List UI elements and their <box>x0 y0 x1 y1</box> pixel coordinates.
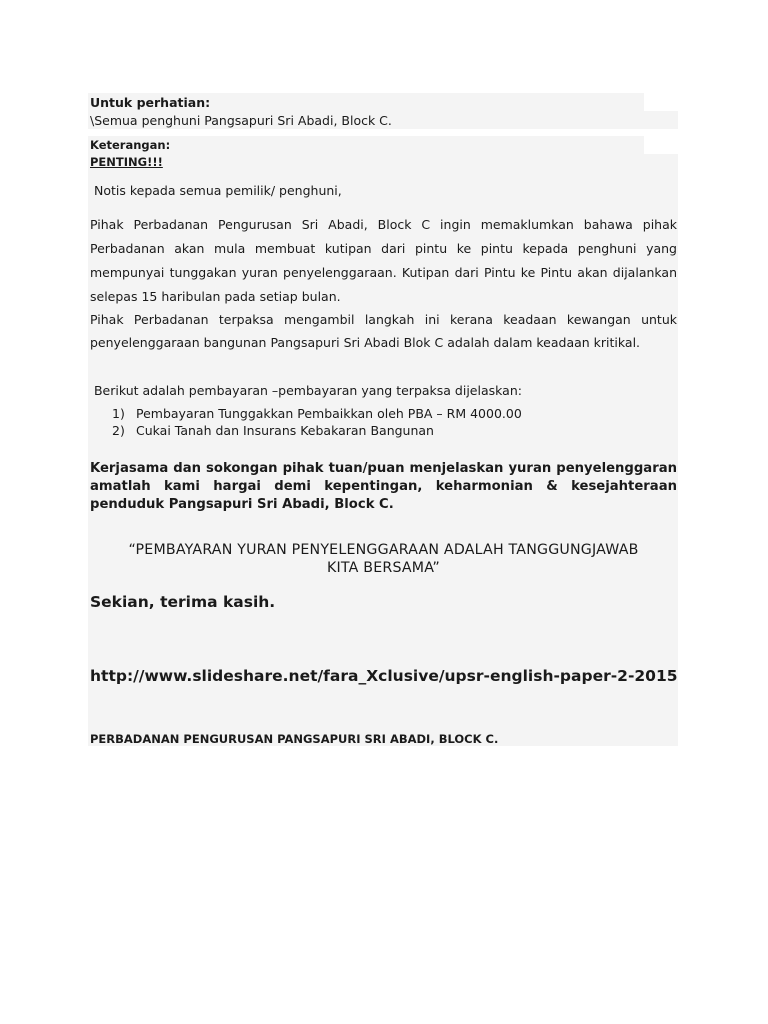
quote-line-2: KITA BERSAMA” <box>327 560 440 576</box>
appeal-paragraph: Kerjasama dan sokongan pihak tuan/puan menjelaskan yuran penyelenggaran amatlah kami hargai demi kepentingan, keharmonian & kesejahteraan penduduk Pangsapuri Sri Abadi, Block C. <box>90 461 677 512</box>
list-item-number: 1) <box>112 406 125 421</box>
body-line-1: Pihak Perbadanan Pengurusan Sri Abadi, Block C ingin memaklumkan bahawa pihak <box>90 217 677 232</box>
body-line-6: penyelenggaraan bangunan Pangsapuri Sri Abadi Blok C adalah dalam keadaan kritikal. <box>90 335 641 350</box>
list-item <box>112 423 434 438</box>
list-item <box>112 406 522 421</box>
greeting-line: Notis kepada semua pemilik/ penghuni, <box>90 183 342 198</box>
penting-label: PENTING!!! <box>90 155 163 169</box>
body-line-4: selepas 15 haribulan pada setiap bulan. <box>90 289 341 304</box>
recipients-line: \Semua penghuni Pangsapuri Sri Abadi, Block C. <box>90 113 392 128</box>
closing-line: Sekian, terima kasih. <box>90 593 276 611</box>
body-line-3: mempunyai tunggakan yuran penyelenggaraan. Kutipan dari Pintu ke Pintu akan dijalankan <box>90 265 677 280</box>
reference-link[interactable]: http://www.slideshare.net/fara_Xclusive/upsr-english-paper-2-2015 <box>90 667 678 685</box>
list-item-number: 2) <box>112 423 125 438</box>
keterangan-label: Keterangan: <box>90 138 171 152</box>
body-line-5: Pihak Perbadanan terpaksa mengambil langkah ini kerana keadaan kewangan untuk <box>90 312 677 327</box>
signature-line: PERBADANAN PENGURUSAN PANGSAPURI SRI ABADI, BLOCK C. <box>90 732 499 746</box>
list-item-text: Pembayaran Tunggakkan Pembaikkan oleh PBA – RM 4000.00 <box>136 406 522 421</box>
quote-line-1: “PEMBAYARAN YURAN PENYELENGGARAAN ADALAH TANGGUNGJAWAB <box>128 542 639 558</box>
body-line-2: Perbadanan akan mula membuat kutipan dari pintu ke pintu kepada penghuni yang <box>90 241 677 256</box>
attention-label: Untuk perhatian: <box>90 95 211 110</box>
list-intro: Berikut adalah pembayaran –pembayaran yang terpaksa dijelaskan: <box>90 383 522 398</box>
list-item-text: Cukai Tanah dan Insurans Kebakaran Bangunan <box>136 423 434 438</box>
highlight-keterangan <box>88 136 644 154</box>
